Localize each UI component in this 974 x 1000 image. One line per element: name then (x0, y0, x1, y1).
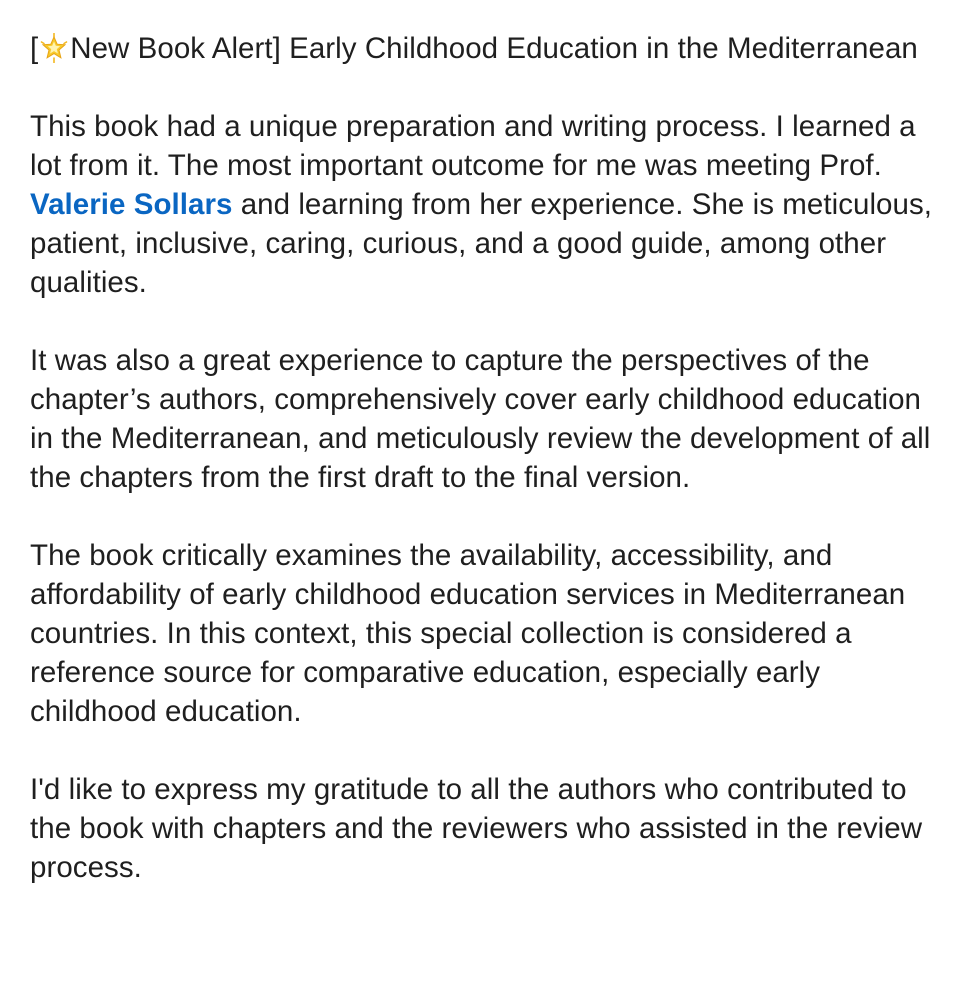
paragraph-experience: It was also a great experience to capture the perspectives of the chapter’s authors, comprehensively cover early childhood education in the Mediterranean, and meticulously review the development of all the chapters from the first draft to the final version. (30, 344, 931, 494)
glowing-star-icon (39, 33, 69, 63)
post-title (30, 29, 944, 68)
paragraph-preparation-text-end: and learning from her experience. She is meticulous, patient, inclusive, caring, curious, and a good guide, among other qualities. (30, 188, 933, 299)
title-open-bracket: [ (30, 32, 39, 65)
paragraph-preparation-text-start: This book had a unique preparation and writing process. I learned a lot from it. The most important outcome for me was meeting Prof. (30, 110, 916, 182)
mention-valerie-sollars[interactable]: Valerie Sollars (30, 188, 233, 221)
paragraph-gratitude: I'd like to express my gratitude to all the authors who contributed to the book with chapters and the reviewers who assisted in the review process. (30, 773, 923, 884)
paragraph-preparation (30, 107, 944, 302)
title-text: New Book Alert] Early Childhood Education in the Mediterranean (70, 32, 918, 65)
paragraph-examination: The book critically examines the availability, accessibility, and affordability of early childhood education services in Mediterranean countries. In this context, this special collection is considered a reference source for comparative education, especially early childhood education. (30, 539, 906, 728)
